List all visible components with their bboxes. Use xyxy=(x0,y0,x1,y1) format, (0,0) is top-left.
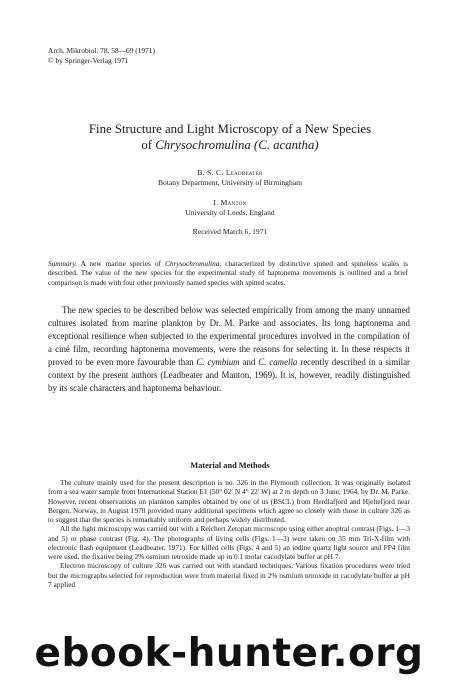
intro-text-b: and xyxy=(239,357,259,367)
summary-label: Summary. xyxy=(48,259,77,268)
affiliation-2: University of Leeds, England xyxy=(185,208,275,217)
summary-genus: Chrysochromulina, xyxy=(164,259,222,268)
methods-paragraph-2: All the light microscopy was carried out with a Reichert Zetopan microscope using either anoptral contrast (Figs. 1—3 and 5) or phase contrast (Fig. 4). The photographs of living cells (Figs. 1—3) were taken on 35 mm Tri-X-film with electronic flash equipment (Leadbeater, 1971). For killed cells (Figs. 4 and 5) an iodine quartz light source and FP4 film were used, the fixative being 2% osmium tetroxide made up in 0.1 molar cacodylate buffer at pH 7. xyxy=(48,524,410,561)
journal-citation xyxy=(48,46,155,66)
copyright-line: © by Springer-Verlag 1971 xyxy=(48,56,129,65)
author-name-2: I. Manton xyxy=(213,198,247,207)
methods-paragraph-1: The culture mainly used for the present description is no. 326 in the Plymouth collection. It was originally isolated from a sea water sample from International Station E1 (50° 02′ N 4° 22′ W) at 2 m depth on 3 June, 1964, by Dr. M. Parke. However, recent observations on plankton samples obtained by one of us (BSCL) from Herdlafjord and Hjeltefjord near Bergen, Norway, in August 1970 provided many additional specimens which agree so closely with those in culture 326 as to suggest that the species is remarkably uniform and perhaps widely distributed. xyxy=(48,478,410,524)
intro-text-c: recently described in a similar context by the present authors (Leadbeater and Manton, 1969). It is, however, readily distinguished by its scale characters and haptonema behaviour. xyxy=(48,357,410,393)
intro-species-2: C. camella xyxy=(258,357,298,367)
methods-paragraph-3: Electron microscopy of culture 326 was carried out with standard techniques. Various fixation procedures were tried but the micrographs selected for reproduction were from material fixed in 2% osmium tetroxide in cacodylate buffer at pH 7 applied xyxy=(48,561,410,589)
introduction-paragraph xyxy=(48,304,410,395)
methods-section xyxy=(48,478,410,589)
author-name-1: B. S. C. Leadbeater xyxy=(197,168,263,177)
summary-text-a: A new marine species of xyxy=(76,259,165,268)
affiliation-1: Botany Department, University of Birmingham xyxy=(157,178,303,187)
title-species-name: Chrysochromulina (C. acantha) xyxy=(155,138,319,152)
summary-text-b: characterized by distinctive spined and spineless scales is described. The value of the new species for the experimental study of haptonema movements is outlined and a brief comparison is made with four other previously named species with spined scales. xyxy=(48,259,408,287)
intro-species-1: C. cymbium xyxy=(196,357,240,367)
title-line-2 xyxy=(40,137,420,153)
watermark-text: ebook-hunter.org xyxy=(34,631,424,676)
author-block xyxy=(40,168,420,237)
title-line-2-prefix: of xyxy=(141,138,156,152)
journal-reference: Arch. Mikrobiol. 78, 58—69 (1971) xyxy=(48,46,155,55)
article-title xyxy=(40,121,420,153)
summary-abstract xyxy=(48,259,408,287)
title-line-1: Fine Structure and Light Microscopy of a New Species xyxy=(88,122,372,136)
intro-text-a: The new species to be described below was selected empirically from among the many unnamed cultures isolated from marine plankton by Dr. M. Parke and associates. Its long haptonema and exceptional resilience when subjected to the experimental procedures involved in the compilation of a ciné film, recording haptonema movements, were the reasons for selecting it. In these respects it proved to be even more favourable than xyxy=(48,305,410,367)
received-date: Received March 6, 1971 xyxy=(192,227,268,236)
section-heading-methods: Material and Methods xyxy=(190,461,270,470)
